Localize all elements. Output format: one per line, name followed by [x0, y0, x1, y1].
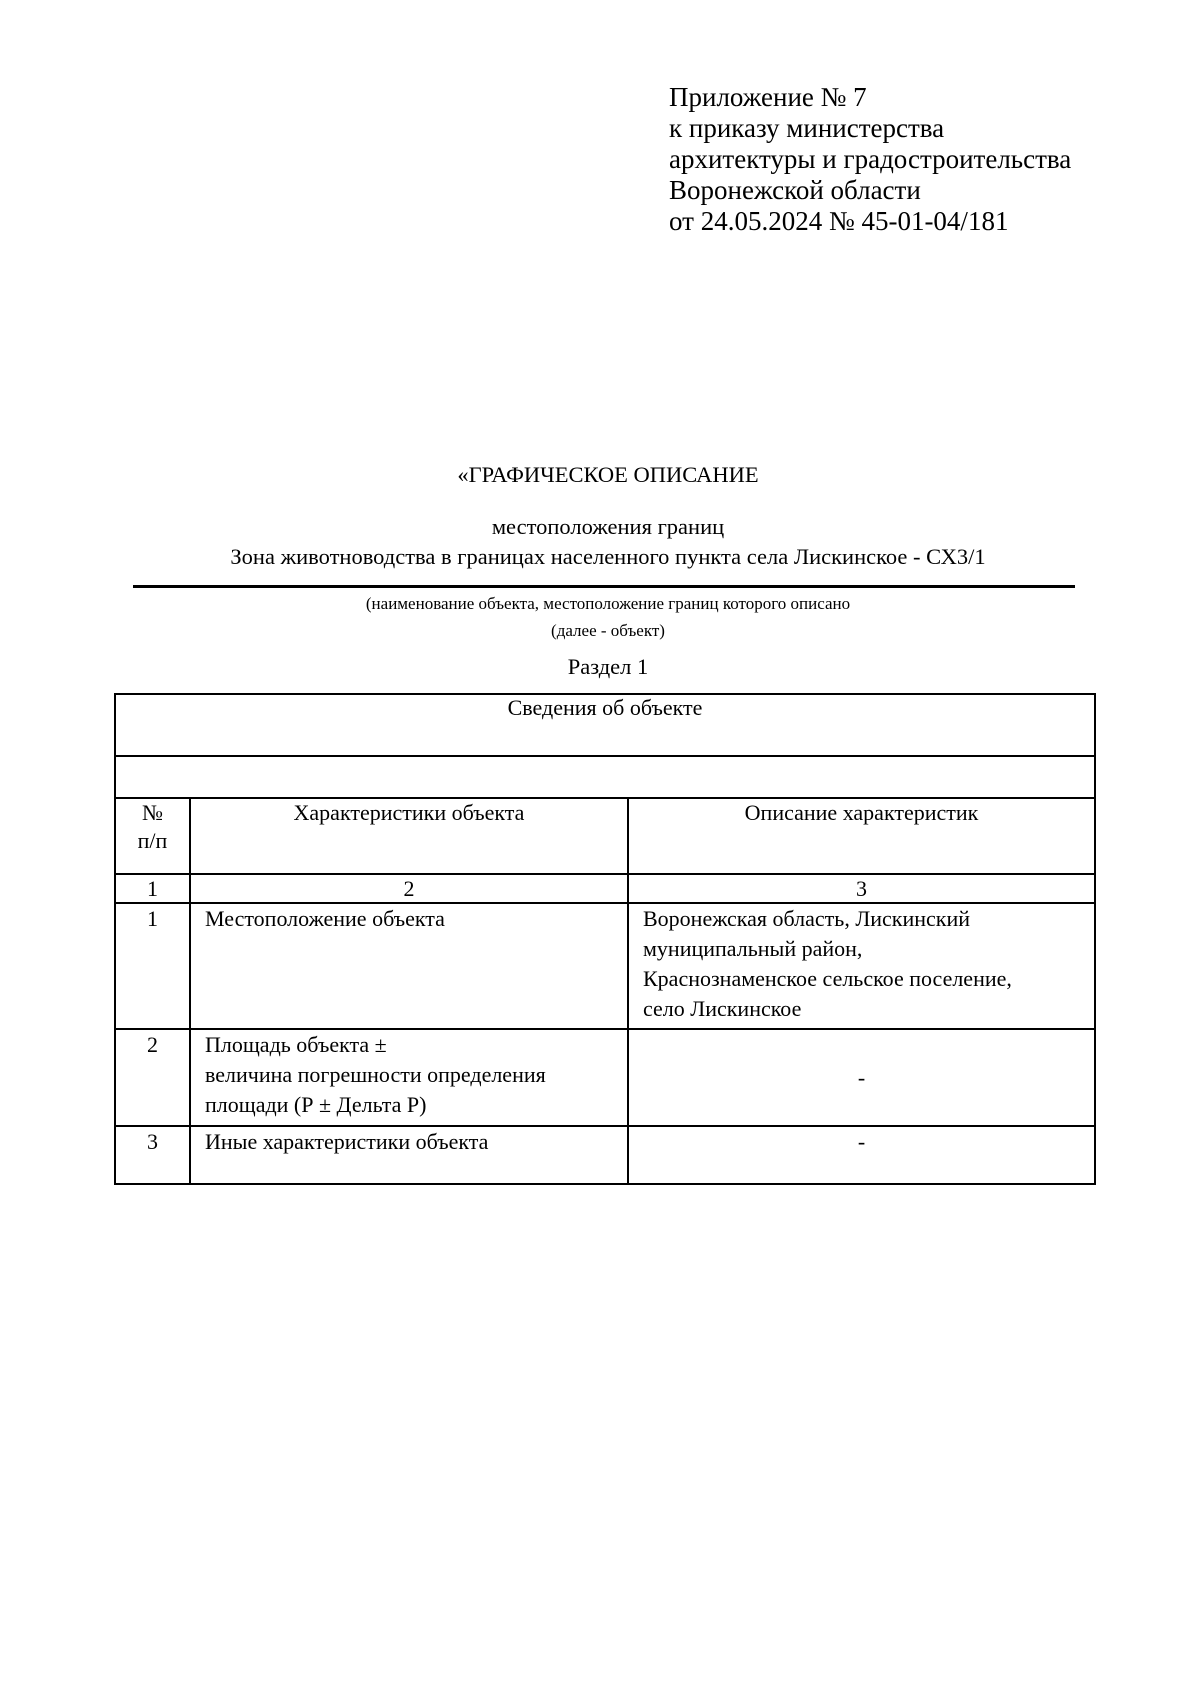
caption-line: (далее - объект) [551, 621, 665, 640]
underline-divider [133, 585, 1075, 588]
row-description: - [628, 1029, 1095, 1126]
index-cell: 3 [628, 874, 1095, 903]
table-row [115, 903, 1095, 1029]
appendix-line: Воронежской области [669, 175, 921, 205]
row-number: 2 [115, 1029, 190, 1126]
object-info-table [114, 693, 1096, 1185]
table-row [115, 1029, 1095, 1126]
index-cell: 1 [115, 874, 190, 903]
row-characteristic [190, 1029, 628, 1126]
header-description: Описание характеристик [628, 798, 1095, 874]
description-line: муниципальный район, [643, 936, 863, 961]
index-cell: 2 [190, 874, 628, 903]
document-subtitle: местоположения границ [491, 514, 725, 539]
appendix-line: архитектуры и градостроительства [669, 144, 1072, 174]
row-characteristic: Иные характеристики объекта [190, 1126, 628, 1184]
row-description: - [628, 1126, 1095, 1184]
characteristic-line: Площадь объекта ± [205, 1032, 387, 1057]
appendix-line: Приложение № 7 [669, 82, 867, 112]
appendix-line: от 24.05.2024 № 45-01-04/181 [669, 206, 1009, 236]
object-name: Зона животноводства в границах населенного пункта села Лискинское - СХ3/1 [230, 544, 986, 569]
table-row [115, 1126, 1095, 1184]
description-line: Воронежская область, Лискинский [643, 906, 971, 931]
empty-cell [115, 756, 1095, 798]
header-num-line: п/п [137, 828, 168, 853]
description-line: село Лискинское [643, 996, 802, 1021]
row-characteristic: Местоположение объекта [190, 903, 628, 1029]
appendix-block [669, 82, 1071, 237]
appendix-line: к приказу министерства [669, 113, 945, 143]
table-header-row [115, 798, 1095, 874]
row-description [628, 903, 1095, 1029]
header-num-line: № [142, 800, 163, 825]
table-heading: Сведения об объекте [115, 694, 1095, 756]
document-title: «ГРАФИЧЕСКОЕ ОПИСАНИЕ [457, 462, 759, 487]
characteristic-line: площади (Р ± Дельта Р) [205, 1092, 427, 1117]
table-index-row [115, 874, 1095, 903]
description-line: Краснознаменское сельское поселение, [643, 966, 1012, 991]
characteristic-line: величина погрешности определения [205, 1062, 546, 1087]
object-name-caption [0, 590, 1200, 644]
row-number: 1 [115, 903, 190, 1029]
table-heading-row [115, 694, 1095, 756]
header-num [115, 798, 190, 874]
row-number: 3 [115, 1126, 190, 1184]
section-label: Раздел 1 [567, 654, 649, 679]
table-empty-row [115, 756, 1095, 798]
caption-line: (наименование объекта, местоположение границ которого описано [365, 594, 851, 613]
header-characteristics: Характеристики объекта [190, 798, 628, 874]
